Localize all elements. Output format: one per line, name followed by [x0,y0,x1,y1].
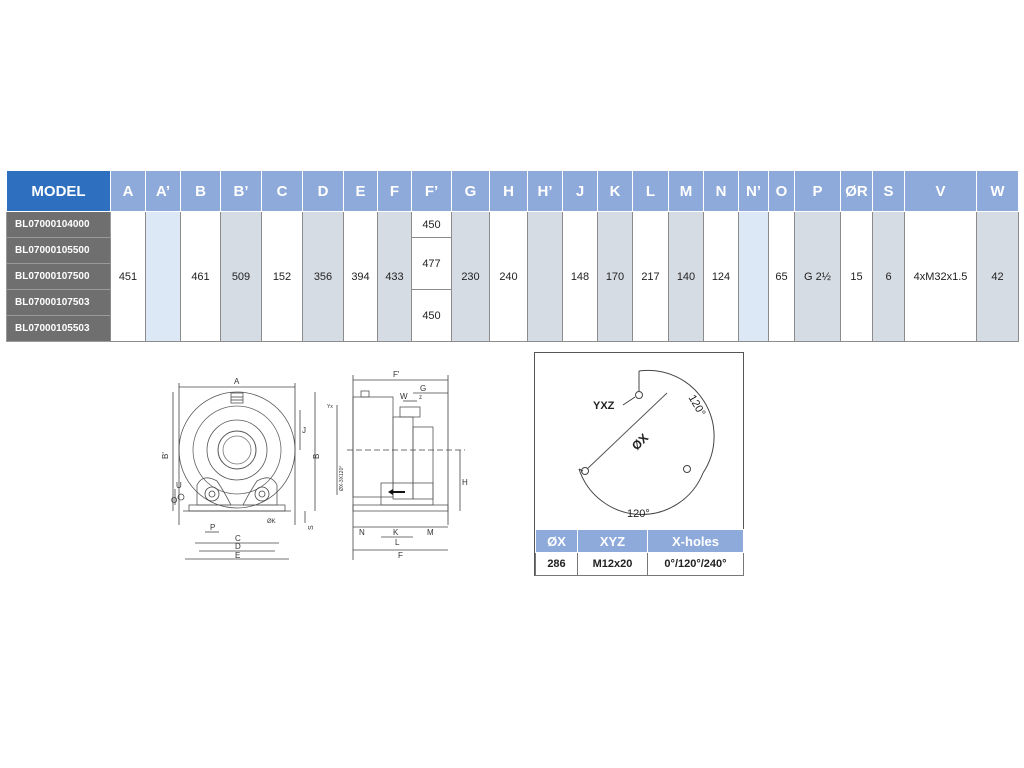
header-a-prime: A’ [146,171,181,212]
label-j: J [302,426,306,435]
hole-spec-table [535,529,744,576]
header-n-prime: N’ [739,171,769,212]
label-e: E [235,551,241,560]
value-e: 394 [344,212,378,342]
value-f-prime-1: 450 [412,212,452,238]
label-l: L [395,538,400,547]
header-f: F [378,171,412,212]
value-n-prime [739,212,769,342]
header-j: J [563,171,598,212]
label-k-side: K [393,528,399,537]
label-angle-right: 120° [685,392,708,419]
label-g: G [420,384,427,393]
value-p: G 2½ [795,212,841,342]
label-n: N [359,528,365,537]
header-p: P [795,171,841,212]
value-x-diameter: 286 [536,553,578,576]
value-s: 6 [873,212,905,342]
header-c: C [262,171,303,212]
label-w: W [400,392,408,401]
value-f: 433 [378,212,412,342]
header-xyz: XYZ [578,530,648,553]
value-h-prime [528,212,563,342]
value-d: 356 [303,212,344,342]
value-x-holes: 0°/120°/240° [648,553,744,576]
label-z: z [419,395,422,401]
model-cell: BL07000107503 [7,290,111,316]
header-row [7,171,1019,212]
label-m: M [427,528,434,537]
label-angle-bottom: 120° [627,508,650,520]
hole-top-icon [636,392,643,399]
value-w: 42 [977,212,1019,342]
header-model: MODEL [7,171,111,212]
value-o: 65 [769,212,795,342]
label-b-prime: B' [161,452,170,459]
value-h: 240 [490,212,528,342]
value-b: 461 [181,212,221,342]
label-f: F [398,551,403,560]
value-k: 170 [598,212,633,342]
label-yx: Yx [327,404,333,410]
front-view [161,377,321,560]
header-m: M [669,171,704,212]
header-w: W [977,171,1019,212]
dimension-table [6,170,1019,342]
header-v: V [905,171,977,212]
header-x-diameter: ØX [536,530,578,553]
header-h: H [490,171,528,212]
header-e: E [344,171,378,212]
hole-header-row [536,530,744,553]
label-xyz: YXZ [593,400,615,412]
table-row [7,212,1019,238]
model-cell: BL07000104000 [7,212,111,238]
value-f-prime-2: 477 [412,238,452,290]
value-a-prime [146,212,181,342]
hole-pattern-box [534,352,744,576]
label-diameter-x: ØX [628,430,652,454]
model-cell: BL07000107500 [7,264,111,290]
side-view [327,370,468,560]
header-a: A [111,171,146,212]
label-u: U [176,481,182,490]
value-v: 4xM32x1.5 [905,212,977,342]
header-k: K [598,171,633,212]
label-x-diameter: ØX-3X120° [339,465,345,491]
label-c: C [235,534,241,543]
header-d: D [303,171,344,212]
value-l: 217 [633,212,669,342]
label-k: ØK [267,519,276,525]
label-a: A [234,377,240,386]
label-p: P [210,523,216,532]
hole-pattern-diagram [535,353,743,529]
hole-value-row [536,553,744,576]
technical-drawings [155,365,470,565]
label-f-prime: F' [393,370,400,379]
blower-drawing [155,365,470,565]
value-f-prime-3: 450 [412,290,452,342]
header-r: ØR [841,171,873,212]
value-m: 140 [669,212,704,342]
value-a: 451 [111,212,146,342]
label-o: O [171,496,178,505]
header-o: O [769,171,795,212]
header-l: L [633,171,669,212]
header-x-holes: X-holes [648,530,744,553]
model-cell: BL07000105503 [7,316,111,342]
value-n: 124 [704,212,739,342]
header-g: G [452,171,490,212]
value-b-prime: 509 [221,212,262,342]
header-b-prime: B’ [221,171,262,212]
hole-right-icon [684,466,691,473]
header-f-prime: F’ [412,171,452,212]
model-cell: BL07000105500 [7,238,111,264]
header-h-prime: H’ [528,171,563,212]
value-xyz: M12x20 [578,553,648,576]
value-g: 230 [452,212,490,342]
value-r: 15 [841,212,873,342]
label-b: B [312,453,321,459]
value-c: 152 [262,212,303,342]
header-n: N [704,171,739,212]
header-s: S [873,171,905,212]
header-b: B [181,171,221,212]
label-h: H [462,478,468,487]
value-j: 148 [563,212,598,342]
label-d: D [235,542,241,551]
label-s: S [308,525,315,530]
